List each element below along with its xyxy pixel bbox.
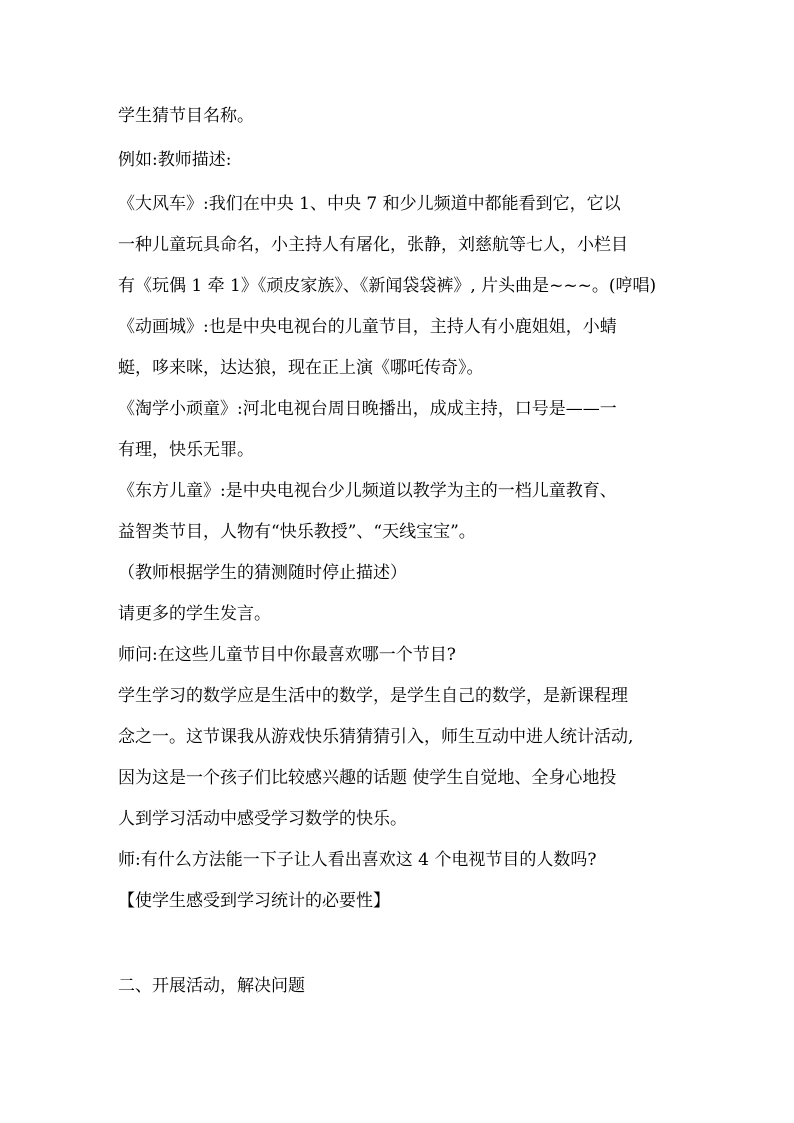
- text-line-6: 《动画城》:也是中央电视台的儿童节目，主持人有小鹿姐姐，小蜻: [118, 317, 617, 337]
- text-line-4: 一种儿童玩具命名，小主持人有屠化，张静，刘慈航等七人，小栏目: [118, 235, 628, 255]
- text-line-19: 师:有什么方法能一下子让人看出喜欢这 4 个电视节目的人数吗?: [118, 850, 597, 870]
- text-line-18: 人到学习活动中感受学习数学的快乐。: [118, 809, 407, 829]
- text-line-11: 益智类节目，人物有“快乐教授”、“天线宝宝”。: [118, 522, 476, 542]
- text-line-13: 请更多的学生发言。: [118, 604, 271, 624]
- text-line-14: 师问:在这些儿童节目中你最喜欢哪一个节目?: [118, 645, 456, 665]
- text-line-12: （教师根据学生的猜测随时停止描述）: [118, 563, 407, 583]
- text-line-8: 《淘学小顽童》:河北电视台周日晚播出，成成主持，口号是——一: [118, 399, 617, 419]
- text-line-17: 因为这是一个孩子们比较感兴趣的话题 使学生自觉地、全身心地投: [118, 768, 617, 788]
- text-line-15: 学生学习的数学应是生活中的数学，是学生自己的数学，是新课程理: [118, 686, 628, 706]
- text-line-2: 例如:教师描述:: [118, 150, 232, 170]
- text-line-5: 有《玩偶 1 牵 1》《顽皮家族》、《新闻袋袋裤》, 片头曲是~~~。(哼唱): [118, 276, 657, 296]
- text-line-20: 【使学生感受到学习统计的必要性】: [118, 891, 390, 911]
- text-line-1: 学生猜节目名称。: [118, 106, 254, 126]
- text-line-10: 《东方儿童》:是中央电视台少儿频道以教学为主的一档儿童教育、: [118, 481, 617, 501]
- text-line-9: 有理，快乐无罪。: [118, 440, 254, 460]
- text-line-7: 蜓，哆来咪，达达狼，现在正上演《哪吒传奇》。: [118, 358, 484, 378]
- text-line-3: 《大风车》:我们在中央 1、中央 7 和少儿频道中都能看到它，它以: [118, 194, 621, 214]
- text-line-16: 念之一。这节课我从游戏快乐猜猜猜引入，师生互动中进人统计活动,: [118, 727, 634, 747]
- section-heading: 二、开展活动，解决问题: [118, 976, 305, 996]
